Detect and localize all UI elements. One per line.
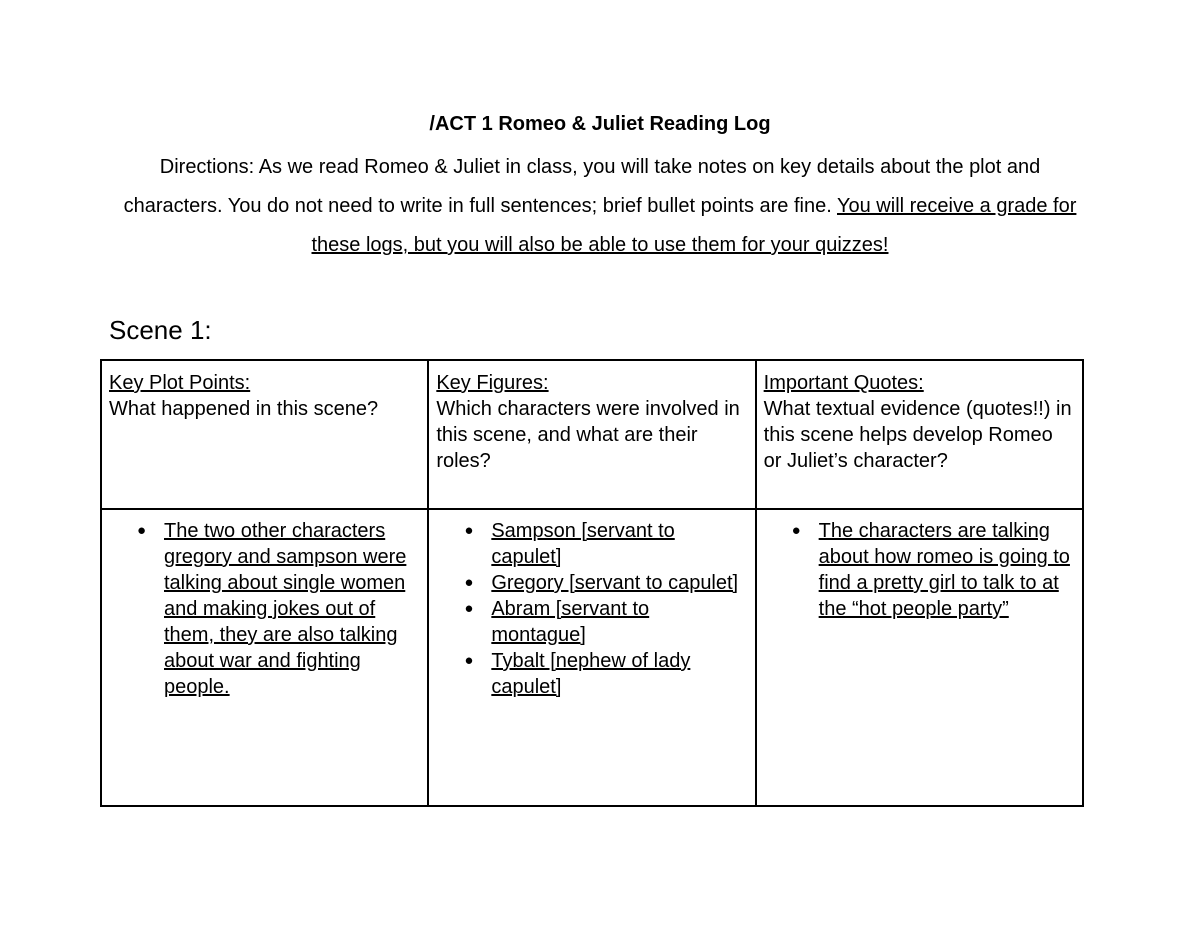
- notes-list: [109, 518, 421, 700]
- list-item: [464, 648, 748, 700]
- note-text: Sampson [servant to capulet]: [491, 520, 675, 568]
- note-text: Gregory [servant to capulet]: [491, 572, 739, 594]
- reading-log-table: [100, 359, 1084, 807]
- table-header-row: [101, 360, 1083, 509]
- notes-list: [436, 518, 748, 700]
- header-cell-important-quotes: [756, 360, 1083, 509]
- header-cell-key-figures: [428, 360, 755, 509]
- column-heading: Key Plot Points:: [109, 372, 251, 394]
- notes-list: [764, 518, 1076, 622]
- note-text: Abram [servant to montague]: [491, 598, 650, 646]
- directions-paragraph: [118, 148, 1082, 265]
- directions-grade-note: You will receive a grade for these logs, but you will also be able to use them for your quizzes!: [311, 195, 1077, 256]
- header-cell-plot-points: [101, 360, 428, 509]
- page-title: /ACT 1 Romeo & Juliet Reading Log: [429, 113, 771, 135]
- column-prompt: Which characters were involved in this scene, and what are their roles?: [436, 398, 740, 472]
- list-item: [791, 518, 1076, 622]
- notes-cell-important-quotes: [756, 509, 1083, 806]
- notes-cell-plot-points: [101, 509, 428, 806]
- list-item: [464, 518, 748, 570]
- scene-heading: Scene 1:: [109, 315, 212, 345]
- notes-cell-key-figures: [428, 509, 755, 806]
- bullet-icon: ●: [464, 600, 474, 617]
- bullet-icon: ●: [464, 522, 474, 539]
- column-prompt: What textual evidence (quotes!!) in this scene helps develop Romeo or Juliet’s character?: [763, 398, 1072, 472]
- table-notes-row: [101, 509, 1083, 806]
- note-text: The two other characters gregory and sampson were talking about single women and making jokes out of them, they are also talking about war and fighting people.: [164, 520, 407, 698]
- list-item: [137, 518, 421, 700]
- bullet-icon: ●: [791, 522, 801, 539]
- bullet-icon: ●: [464, 574, 474, 591]
- bullet-icon: ●: [137, 522, 147, 539]
- directions-text: Directions: As we read Romeo & Juliet in class, you will take notes on key details about the plot and characters. You do not need to write in full sentences; brief bullet points are fine.: [123, 156, 1041, 217]
- list-item: [464, 570, 748, 596]
- list-item: [464, 596, 748, 648]
- column-prompt: What happened in this scene?: [109, 398, 379, 420]
- bullet-icon: ●: [464, 652, 474, 669]
- column-heading: Important Quotes:: [763, 372, 924, 394]
- column-heading: Key Figures:: [436, 372, 549, 394]
- note-text: Tybalt [nephew of lady capulet]: [491, 650, 691, 698]
- note-text: The characters are talking about how romeo is going to find a pretty girl to talk to at the “hot people party”: [818, 520, 1070, 620]
